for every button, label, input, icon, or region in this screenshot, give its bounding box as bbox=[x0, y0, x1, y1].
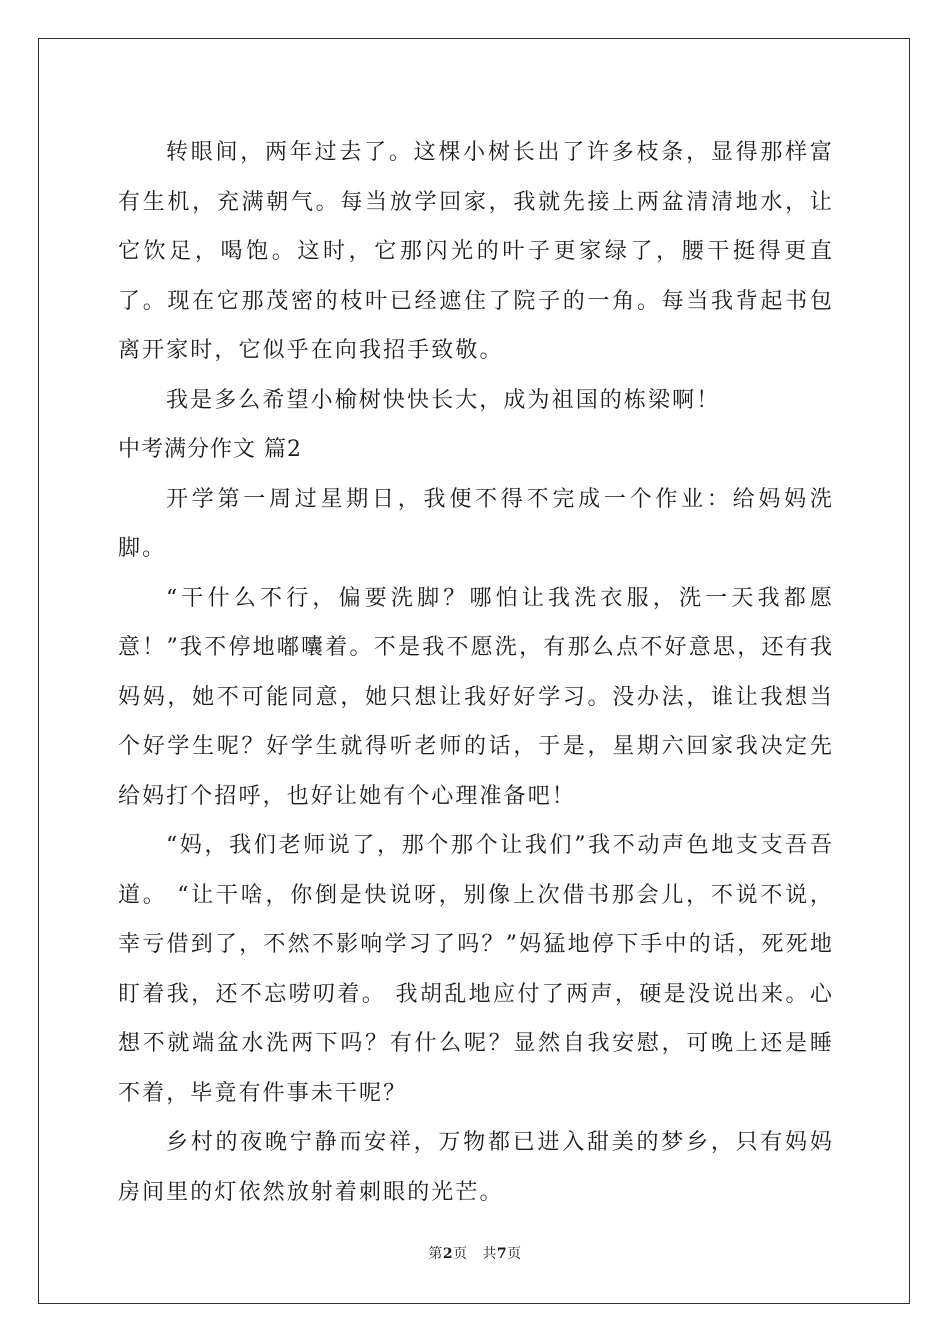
page-suffix: 页 bbox=[453, 1246, 468, 1262]
paragraph: “干什么不行，偏要洗脚？哪怕让我洗衣服，洗一天我都愿意！”我不停地嘟囔着。不是我不愿洗，有那么点不好意思，还有我妈妈，她不可能同意，她只想让我好好学习。没办法，谁让我想当个好学生呢？好学生就得听老师的话，于是，星期六回家我决定先给妈打个招呼，也好让她有个心理准备吧！ bbox=[118, 585, 834, 809]
document-body bbox=[118, 128, 834, 1217]
paragraph: 乡村的夜晚宁静而安祥，万物都已进入甜美的梦乡，只有妈妈房间里的灯依然放射着刺眼的光芒。 bbox=[118, 1130, 834, 1205]
paragraph: 开学第一周过星期日，我便不得不完成一个作业：给妈妈洗脚。 bbox=[118, 486, 834, 561]
total-suffix: 页 bbox=[507, 1246, 522, 1262]
paragraph: 我是多么希望小榆树快快长大，成为祖国的栋梁啊！ bbox=[166, 387, 721, 413]
page-prefix: 第 bbox=[428, 1246, 443, 1262]
page-footer bbox=[0, 1244, 950, 1264]
section-heading: 中考满分作文 篇2 bbox=[118, 437, 302, 462]
total-pages: 7 bbox=[496, 1246, 508, 1262]
paragraph: 转眼间，两年过去了。这棵小树长出了许多枝条，显得那样富有生机，充满朝气。每当放学回家，我就先接上两盆清清地水，让它饮足，喝饱。这时，它那闪光的叶子更家绿了，腰干挺得更直了。现在它那茂密的枝叶已经遮住了院子的一角。每当我背起书包离开家时，它似乎在向我招手致敬。 bbox=[118, 140, 834, 363]
paragraph: “妈，我们老师说了，那个那个让我们”我不动声色地支支吾吾道。 “让干啥，你倒是快说呀，别像上次借书那会儿，不说不说，幸亏借到了，不然不影响学习了吗？”妈猛地停下手中的话，死死地盯着我，还不忘唠叨着。 我胡乱地应付了两声，硬是没说出来。心想不就端盆水洗两下吗？有什么呢？显然自我安慰，可晚上还是睡不着，毕竟有件事未干呢？ bbox=[118, 833, 834, 1106]
total-prefix: 共 bbox=[482, 1246, 497, 1262]
page-number: 2 bbox=[442, 1246, 454, 1262]
